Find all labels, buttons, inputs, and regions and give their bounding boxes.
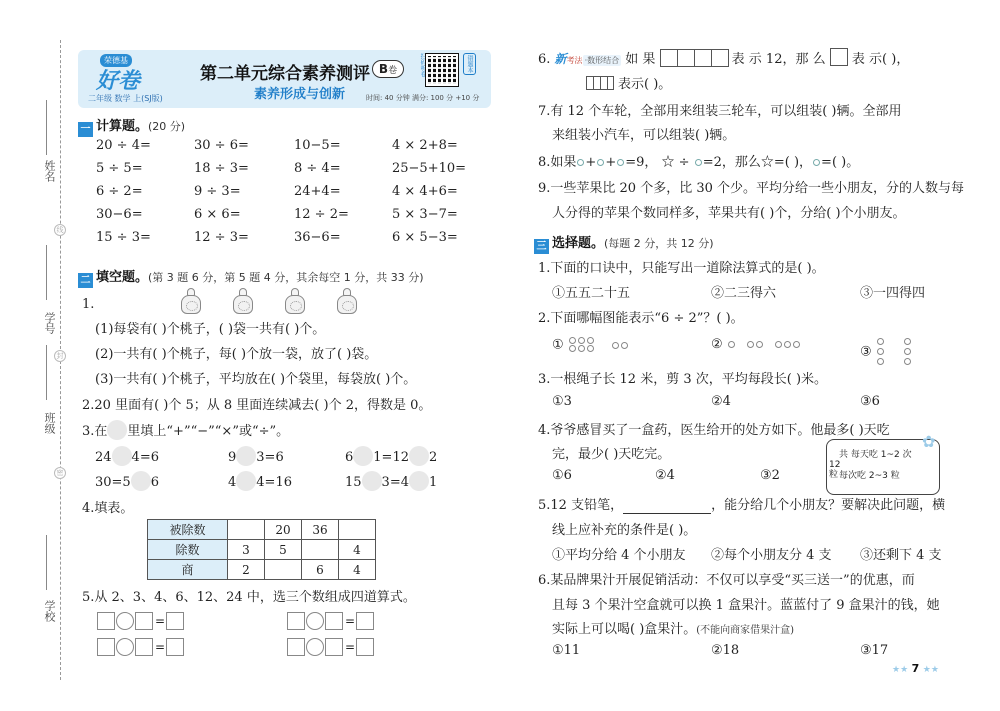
division-table — [147, 519, 376, 580]
half-square-figure — [586, 76, 614, 90]
c6-option[interactable]: ②18 — [711, 643, 740, 658]
calc-item: 6 × 5−3= — [392, 230, 458, 245]
c2-option[interactable]: ② — [711, 337, 801, 352]
seal-dot: 密 — [54, 467, 66, 479]
calc-item: 30−6= — [96, 207, 143, 222]
c6-line2: 且每 3 个果汁空盒就可以换 1 盒果汁。蓝蓝付了 9 盒果汁的钱，她 — [552, 598, 940, 613]
c6-line3: 实际上可以喝( )盒果汁。(不能向商家借果汁盒) — [552, 622, 795, 637]
q4-label: 4.填表。 — [82, 501, 134, 516]
calc-item: 6 ÷ 2= — [96, 184, 143, 199]
c1-option[interactable]: ③一四得四 — [860, 286, 926, 301]
q5: 5.从 2、3、4、6、12、24 中，选三个数组成四道算式。 — [82, 590, 416, 605]
q3-item: 9 3=6 — [228, 446, 284, 466]
peach-bag-icon — [180, 288, 202, 314]
r7-line2: 来组装小汽车，可以组装( )辆。 — [552, 128, 736, 143]
calc-item: 20 ÷ 4= — [96, 138, 151, 153]
calc-item: 15 ÷ 3= — [96, 230, 151, 245]
class-label: 班级 — [43, 412, 56, 434]
c3-option[interactable]: ①3 — [552, 394, 572, 409]
page-subtitle: 素养形成与创新 — [254, 87, 346, 102]
blank-circle[interactable] — [112, 446, 132, 466]
section-choice-header: 三 选择题。(每题 2 分，共 12 分) — [534, 232, 714, 254]
dots-figure — [876, 337, 912, 367]
q1b: (2)一共有( )个桃子，每( )个放一袋，放了( )袋。 — [95, 347, 378, 362]
table-row: 除数 3 5 4 — [148, 540, 376, 560]
calc-item: 18 ÷ 3= — [194, 161, 249, 176]
blank-circle[interactable] — [362, 471, 382, 491]
equation-boxes[interactable]: = — [287, 638, 375, 656]
c4-line2: 完，最少( )天吃完。 — [552, 447, 671, 462]
binding-margin — [0, 0, 78, 711]
calc-item: 12 ÷ 3= — [194, 230, 249, 245]
c4-option[interactable]: ②4 — [655, 468, 675, 483]
c5-line2: 线上应补充的条件是( )。 — [552, 523, 697, 538]
new-exam-tag: 新考法 ·数形结合 — [554, 52, 620, 66]
peach-bag-icon — [232, 288, 254, 314]
qr-code-icon[interactable] — [426, 54, 458, 86]
r7-line1: 7.有 12 个车轮，全部用来组装三轮车，可以组装( )辆。全部用 — [538, 104, 902, 119]
id-line — [46, 245, 47, 300]
q3-item: 15 3=4 1 — [345, 471, 437, 491]
r6-line2: 表示( )。 — [586, 73, 671, 92]
q1a: (1)每袋有( )个桃子，( )袋一共有( )个。 — [95, 322, 326, 337]
c6-option[interactable]: ③17 — [860, 643, 889, 658]
scan-label: 扫码听卷 — [419, 53, 426, 77]
paper-badge: B卷 — [372, 60, 404, 78]
calc-item: 25−5+10= — [392, 161, 467, 176]
r9-line1: 9.一些苹果比 20 个多，比 30 个少。平均分给一些小朋友，分的人数与每 — [538, 181, 965, 196]
blank-circle[interactable] — [107, 420, 127, 440]
butterfly-icon: ✿ — [922, 432, 936, 451]
calc-item: 10−5= — [294, 138, 341, 153]
equation-boxes[interactable]: = — [97, 638, 185, 656]
id-label: 学号 — [43, 312, 56, 334]
r8: 8.如果 + + =9， ☆ ÷ =2，那么☆=( )， =( )。 — [538, 155, 860, 170]
q3-item: 4 4=16 — [228, 471, 292, 491]
calc-item: 8 ÷ 4= — [294, 161, 341, 176]
calc-item: 5 × 3−7= — [392, 207, 458, 222]
blank-circle[interactable] — [353, 446, 373, 466]
q3-item: 24 4=6 — [95, 446, 159, 466]
c5-option[interactable]: ②每个小朋友分 4 支 — [711, 548, 832, 563]
school-label: 学校 — [43, 600, 56, 622]
c6-option[interactable]: ①11 — [552, 643, 581, 658]
calc-item: 12 ÷ 2= — [294, 207, 349, 222]
blank-circle[interactable] — [131, 471, 151, 491]
q1c: (3)一共有( )个桃子，平均放在( )个袋里，每袋放( )个。 — [95, 372, 417, 387]
c4-line1: 4.爷爷感冒买了一盒药，医生给开的处方如下。他最多( )天吃 — [538, 423, 890, 438]
class-line — [46, 345, 47, 400]
c6-line1: 6.某品牌果汁开展促销活动：不仅可以享受“买三送一”的优惠，而 — [538, 573, 915, 588]
name-label: 姓名 — [43, 160, 56, 182]
calc-item: 4 × 4+6= — [392, 184, 458, 199]
four-square-figure — [660, 49, 728, 71]
grade-label: 二年级 数学 上(SJ版) — [88, 94, 163, 103]
page-title: 第二单元综合素养测评 — [200, 64, 370, 84]
q3-header: 3.在 里填上“+”“−”“×”或“÷”。 — [82, 420, 289, 440]
time-info: 时间: 40 分钟 满分: 100 分 +10 分 — [366, 94, 480, 102]
table-row: 商 2 6 4 — [148, 560, 376, 580]
name-line — [46, 100, 47, 155]
equation-boxes[interactable]: = — [287, 612, 375, 630]
test-header — [78, 50, 491, 108]
blank-circle[interactable] — [409, 446, 429, 466]
r6-line1: 6. 新考法 ·数形结合 如 果 表 示 12，那 么 表 示( )， — [538, 48, 909, 71]
calc-item: 36−6= — [294, 230, 341, 245]
seal-dot: 封 — [54, 350, 66, 362]
one-square-figure — [830, 48, 848, 66]
q3-item: 6 1=12 2 — [345, 446, 437, 466]
seal-dot: 线 — [54, 224, 66, 236]
c2-option[interactable]: ③ — [860, 337, 912, 367]
blank-circle[interactable] — [409, 471, 429, 491]
blank-circle[interactable] — [236, 471, 256, 491]
calc-item: 24+4= — [294, 184, 341, 199]
r9-line2: 人分得的苹果个数同样多，苹果共有( )个，分给( )个小朋友。 — [552, 206, 906, 221]
calc-item: 9 ÷ 3= — [194, 184, 241, 199]
c1-option[interactable]: ①五五二十五 — [552, 286, 631, 301]
peach-bag-icon — [336, 288, 358, 314]
calc-item: 30 ÷ 6= — [194, 138, 249, 153]
brand-logo — [88, 52, 174, 106]
c4-option[interactable]: ③2 — [760, 468, 780, 483]
calc-item: 5 ÷ 5= — [96, 161, 143, 176]
section-calc-header: 一 计算题。(20 分) — [78, 115, 185, 137]
brand-name: 荣德基 — [100, 54, 132, 67]
prescription-card: 共 每天吃 1~2 次 12 粒 每次吃 2~3 粒 — [826, 439, 940, 495]
section-fill-header: 二 填空题。(第 3 题 6 分，第 5 题 4 分，其余每空 1 分，共 33 分) — [78, 266, 424, 288]
c1-option[interactable]: ②二三得六 — [711, 286, 777, 301]
error-book-label: 错题本 — [463, 53, 476, 75]
q3-item: 30=5 6 — [95, 471, 159, 491]
c5-option[interactable]: ③还剩下 4 支 — [860, 548, 942, 563]
q2: 2.20 里面有( )个 5；从 8 里面连续减去( )个 2，得数是 0。 — [82, 398, 432, 413]
calc-item: 4 × 2+8= — [392, 138, 458, 153]
c2-question: 2.下面哪幅图能表示“6 ÷ 2”？( )。 — [538, 311, 744, 326]
c5-option[interactable]: ①平均分给 4 个小朋友 — [552, 548, 686, 563]
c1-question: 1.下面的口诀中，只能写出一道除法算式的是( )。 — [538, 261, 825, 276]
school-line — [46, 535, 47, 590]
blank-circle[interactable] — [236, 446, 256, 466]
q1-label: 1. — [82, 297, 95, 312]
page-number: 7 — [911, 662, 920, 675]
c2-option[interactable]: ① — [552, 337, 629, 353]
calc-item: 6 × 6= — [194, 207, 241, 222]
c4-option[interactable]: ①6 — [552, 468, 572, 483]
peach-bag-icon — [284, 288, 306, 314]
equation-boxes[interactable]: = — [97, 612, 185, 630]
table-row: 被除数 20 36 — [148, 520, 376, 540]
page-footer: ★★ 7 ★★ — [892, 662, 939, 675]
c3-option[interactable]: ②4 — [711, 394, 731, 409]
logo-text: 好卷 — [96, 68, 141, 94]
c5-line1: 5.12 支铅笔， ，能分给几个小朋友？要解决此问题，横 — [538, 498, 946, 513]
c3-question: 3.一根绳子长 12 米，剪 3 次，平均每段长( )米。 — [538, 372, 828, 387]
dots-figure — [568, 337, 629, 353]
c3-option[interactable]: ③6 — [860, 394, 880, 409]
dots-figure — [727, 337, 801, 352]
